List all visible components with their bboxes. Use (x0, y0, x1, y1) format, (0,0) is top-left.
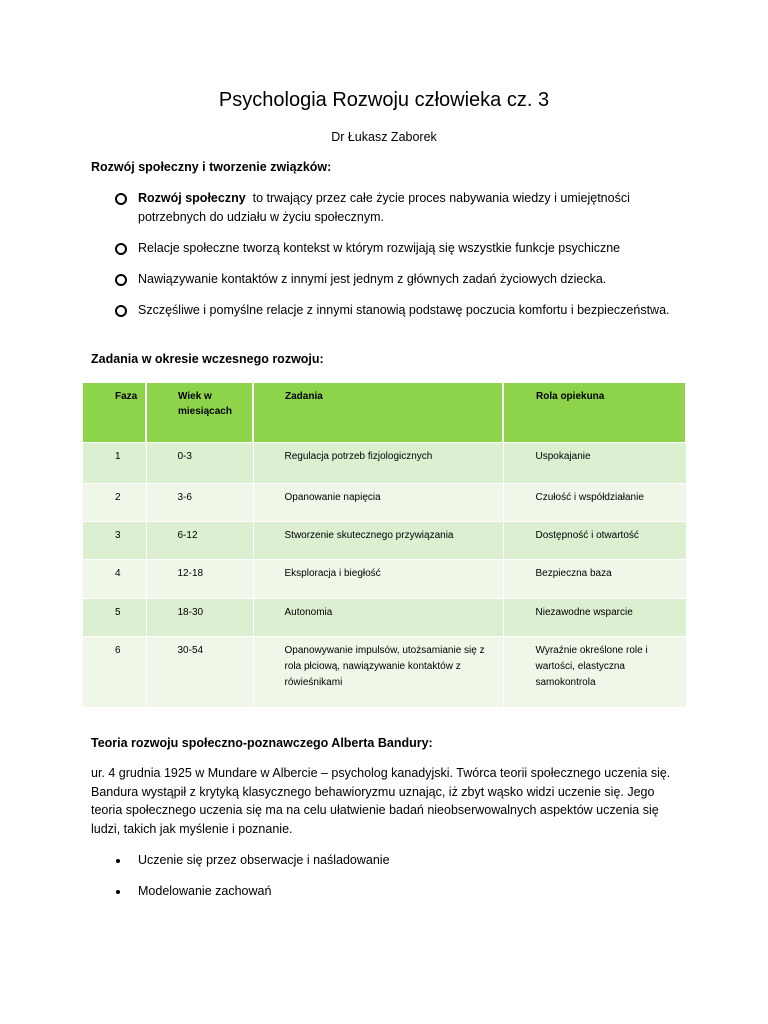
circle-bullet-icon (115, 193, 127, 205)
header-tasks: Zadania (253, 383, 503, 443)
cell-caregiver-role: Dostępność i otwartość (503, 522, 686, 560)
list-item-text: Nawiązywanie kontaktów z innymi jest jednym z głównych zadań życiowych dziecka. (138, 272, 607, 286)
bandura-list (112, 851, 672, 901)
list-item-text: Relacje społeczne tworzą kontekst w którym rozwijają się wszystkie funkcje psychiczne (138, 241, 621, 255)
cell-age: 30-54 (146, 637, 253, 708)
cell-age: 18-30 (146, 599, 253, 637)
cell-caregiver-role: Bezpieczna baza (503, 560, 686, 599)
cell-tasks: Autonomia (253, 599, 503, 637)
bullet-dot-icon (116, 890, 120, 894)
table-header-row (83, 383, 686, 443)
header-age: Wiek w miesiącach (146, 383, 253, 443)
cell-tasks: Eksploracja i biegłość (253, 560, 503, 599)
cell-phase: 5 (83, 599, 146, 637)
table-row (83, 560, 686, 599)
list-item (112, 301, 672, 320)
list-item-bold: Rozwój społeczny (138, 191, 246, 205)
cell-caregiver-role: Wyraźnie określone role i wartości, elastyczna samokontrola (503, 637, 686, 708)
table-row (83, 443, 686, 484)
cell-caregiver-role: Czułość i współdziałanie (503, 484, 686, 522)
list-item (112, 270, 672, 289)
header-caregiver-role: Rola opiekuna (503, 383, 686, 443)
cell-phase: 6 (83, 637, 146, 708)
cell-phase: 1 (83, 443, 146, 484)
cell-phase: 4 (83, 560, 146, 599)
cell-caregiver-role: Uspokajanie (503, 443, 686, 484)
cell-phase: 3 (83, 522, 146, 560)
list-item-text: Modelowanie zachowań (138, 884, 272, 898)
list-item-text: Uczenie się przez obserwacje i naśladowanie (138, 853, 390, 867)
document-author: Dr Łukasz Zaborek (331, 130, 437, 144)
table-row (83, 599, 686, 637)
cell-age: 12-18 (146, 560, 253, 599)
early-development-table (83, 383, 687, 708)
bullet-dot-icon (116, 859, 120, 863)
list-item (112, 189, 672, 227)
table-row (83, 522, 686, 560)
list-item (112, 882, 672, 901)
list-item-text: Szczęśliwe i pomyślne relacje z innymi stanowią podstawę poczucia komfortu i bezpieczeństwa. (138, 303, 670, 317)
cell-tasks: Opanowywanie impulsów, utożsamianie się z rola płciową, nawiązywanie kontaktów z rówieśnikami (253, 637, 503, 708)
social-development-list (112, 189, 672, 320)
list-item-text: to trwający przez całe życie proces nabywania wiedzy i umiejętności potrzebnych do udziału w życiu społecznym. (138, 191, 634, 224)
bandura-paragraph: ur. 4 grudnia 1925 w Mundare w Albercie – psycholog kanadyjski. Twórca teorii społecznego uczenia się. Bandura wystąpił z krytyką klasycznego behawioryzmu uznając, iż zbyt wąsko widzi uczenie się. Jego teoria społecznego uczenia się ma na celu ułatwienie badań nieobserwowalnych aspektów uczenia się ludzi, takich jak myślenie i poznanie. (91, 766, 671, 836)
cell-tasks: Opanowanie napięcia (253, 484, 503, 522)
section-heading-bandura: Teoria rozwoju społeczno-poznawczego Alberta Bandury: (91, 736, 433, 750)
section-heading-social-development: Rozwój społeczny i tworzenie związków: (91, 160, 332, 174)
section-heading-early-tasks: Zadania w okresie wczesnego rozwoju: (91, 352, 324, 366)
cell-tasks: Regulacja potrzeb fizjologicznych (253, 443, 503, 484)
table-row (83, 484, 686, 522)
cell-age: 3-6 (146, 484, 253, 522)
circle-bullet-icon (115, 305, 127, 317)
cell-phase: 2 (83, 484, 146, 522)
cell-tasks: Stworzenie skutecznego przywiązania (253, 522, 503, 560)
list-item (112, 851, 672, 870)
cell-age: 0-3 (146, 443, 253, 484)
document-title: Psychologia Rozwoju człowieka cz. 3 (218, 89, 550, 111)
header-phase: Faza (83, 383, 146, 443)
circle-bullet-icon (115, 274, 127, 286)
cell-caregiver-role: Niezawodne wsparcie (503, 599, 686, 637)
circle-bullet-icon (115, 243, 127, 255)
table-row (83, 637, 686, 708)
cell-age: 6-12 (146, 522, 253, 560)
list-item (112, 239, 672, 258)
